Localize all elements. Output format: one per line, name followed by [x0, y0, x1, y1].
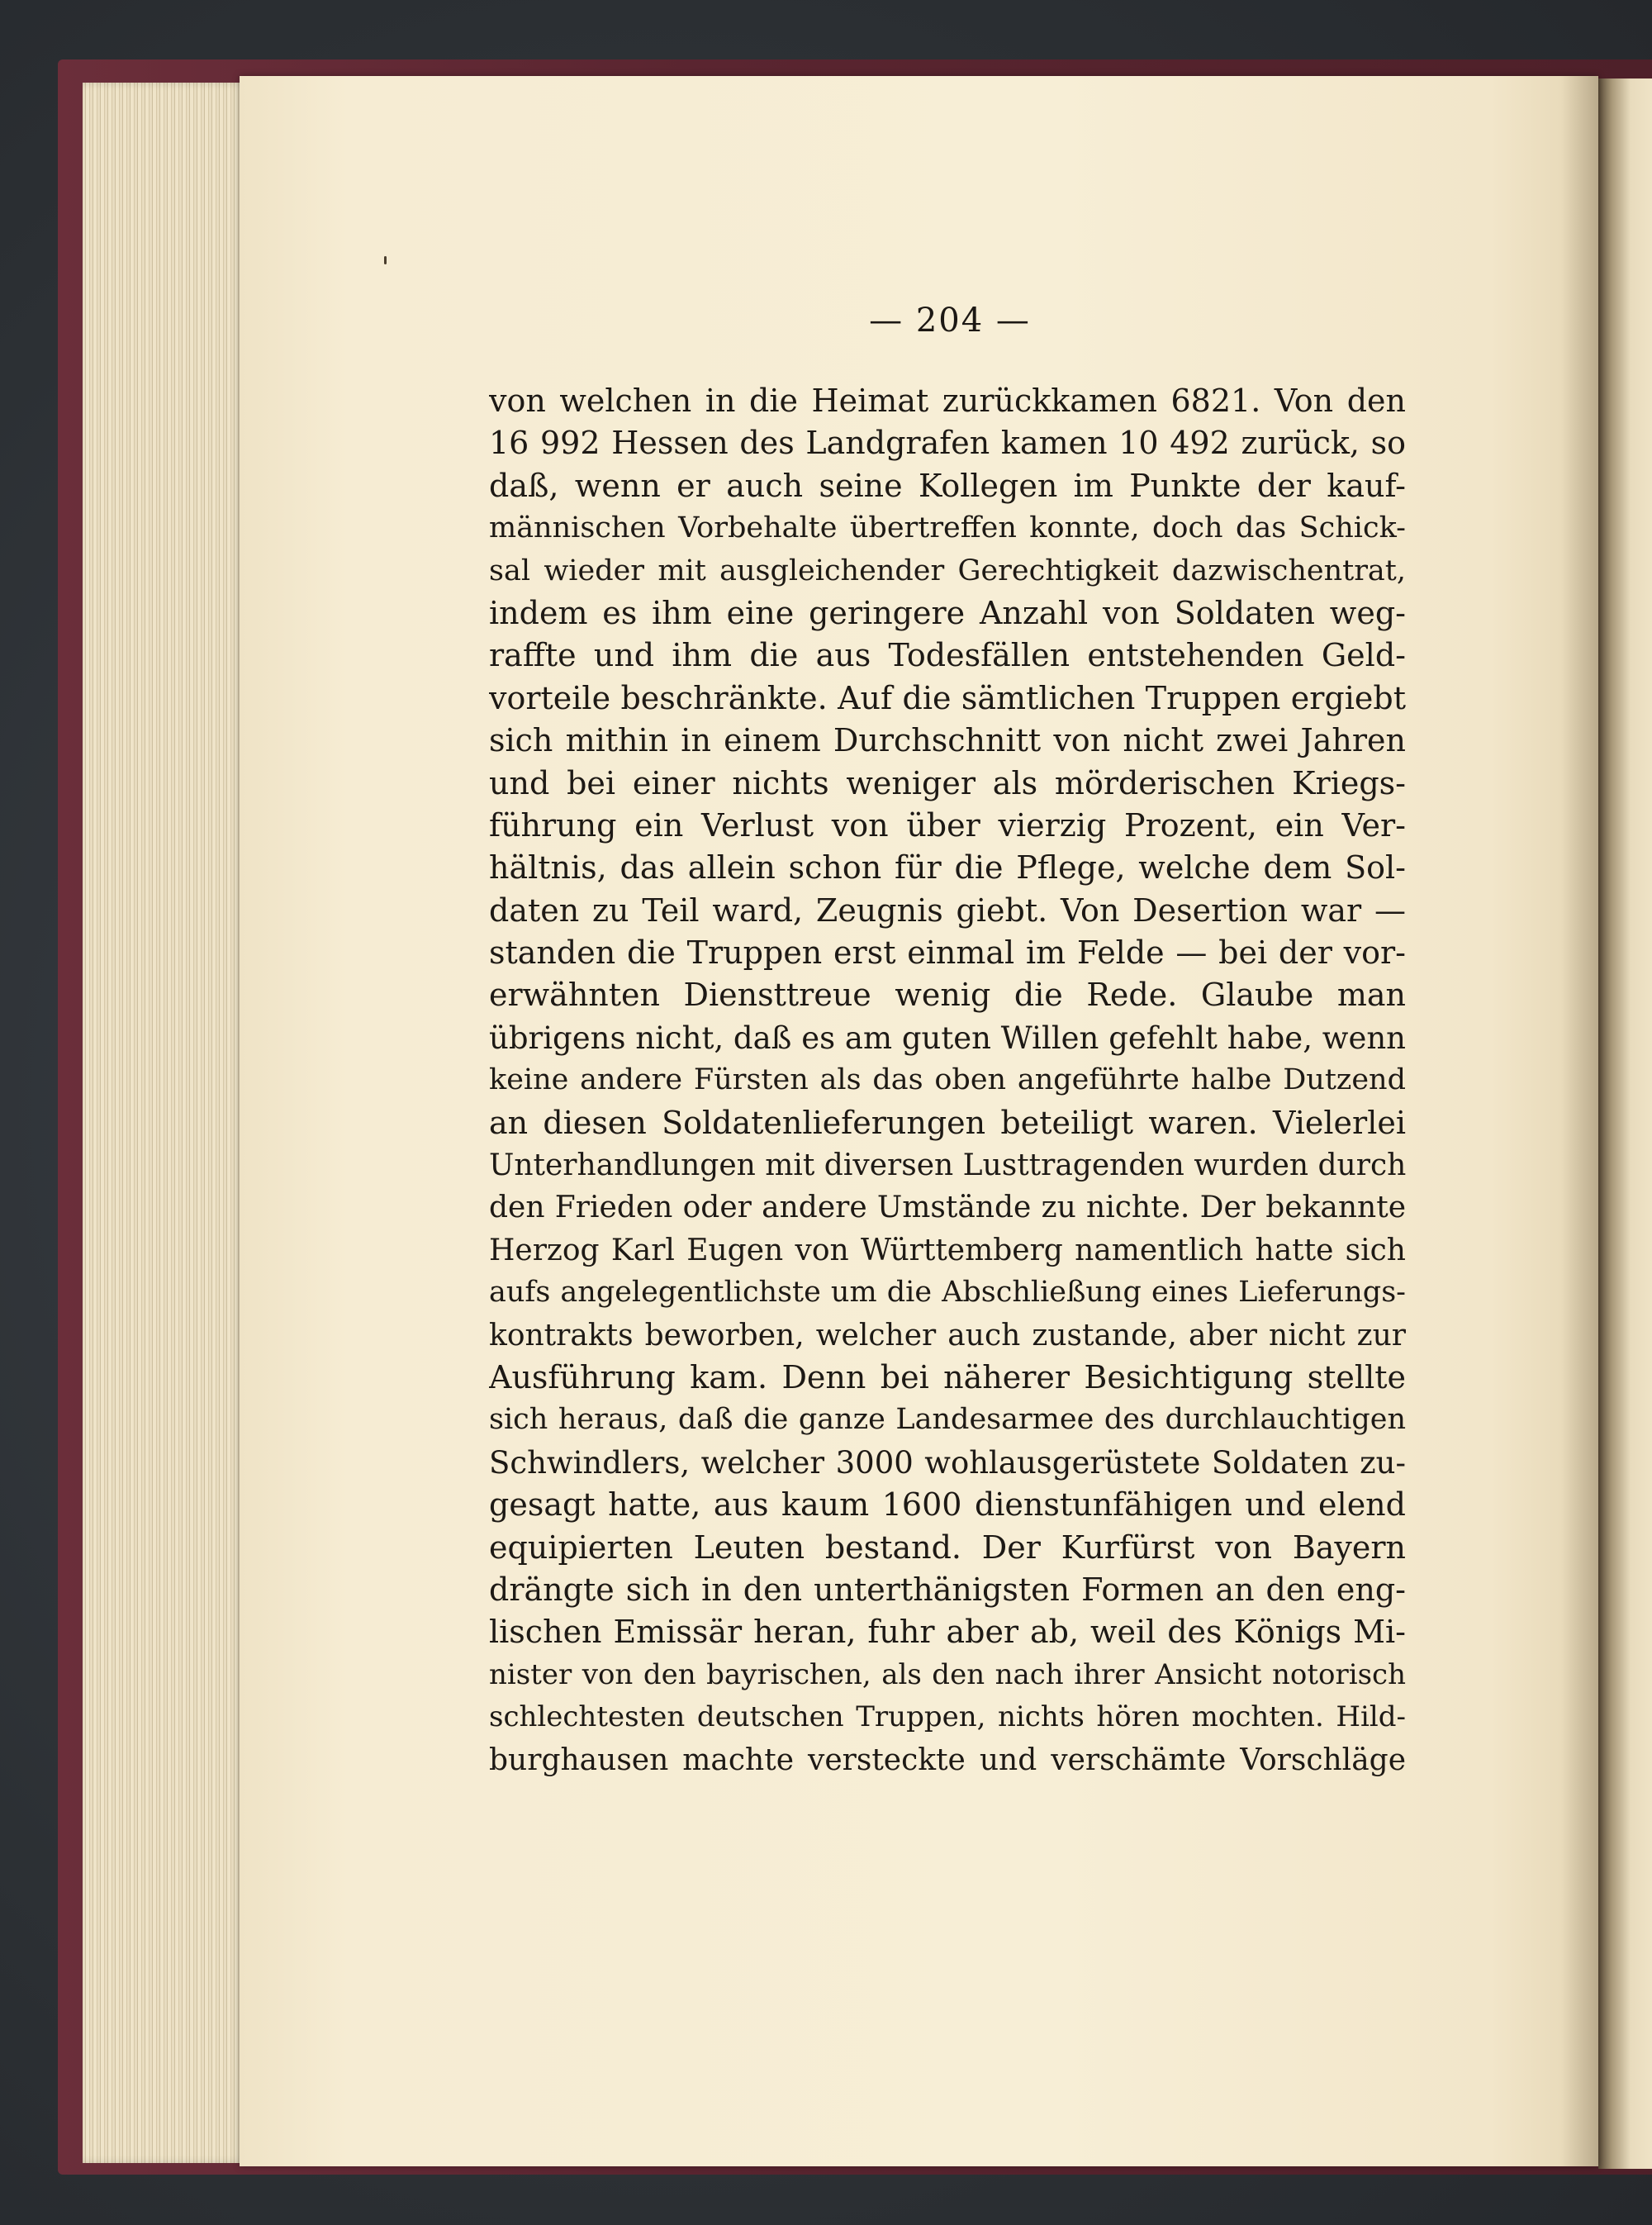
text-line: erwähnten Diensttreue wenig die Rede. Glaube man — [489, 977, 1406, 1014]
text-line: den Frieden oder andere Umstände zu nichte. Der bekannte — [489, 1191, 1406, 1225]
text-line: Schwindlers, welcher 3000 wohlausgerüstete Soldaten zu- — [489, 1444, 1406, 1481]
text-line: führung ein Verlust von über vierzig Prozent, ein Ver- — [489, 806, 1406, 844]
text-line: Ausführung kam. Denn bei näherer Besichtigung stellte — [489, 1358, 1406, 1395]
text-line: Unterhandlungen mit diversen Lusttragenden wurden durch — [489, 1148, 1406, 1183]
text-line: equipierten Leuten bestand. Der Kurfürst von Bayern — [489, 1528, 1406, 1566]
ink-speck — [384, 256, 387, 264]
body-text — [489, 380, 1406, 1781]
text-line: daten zu Teil ward, Zeugnis giebt. Von Desertion war — — [489, 891, 1406, 929]
text-line: keine andere Fürsten als das oben angeführte halbe Dutzend — [489, 1063, 1406, 1097]
text-line: raffte und ihm die aus Todesfällen entstehenden Geld- — [489, 637, 1406, 674]
text-line: und bei einer nichts weniger als mörderischen Kriegs- — [489, 764, 1406, 801]
text-line: vorteile beschränkte. Auf die sämtlichen Truppen ergiebt — [489, 679, 1406, 716]
text-line: gesagt hatte, aus kaum 1600 dienstunfähigen und elend — [489, 1486, 1406, 1524]
text-line: kontrakts beworben, welcher auch zustande, aber nicht zur — [489, 1318, 1406, 1353]
text-line: hältnis, das allein schon für die Pflege, welche dem Sol- — [489, 849, 1406, 887]
page-number: — 204 — — [869, 302, 1031, 340]
facing-page-edge — [1598, 78, 1652, 2169]
text-line: sal wieder mit ausgleichender Gerechtigkeit dazwischentrat, — [489, 554, 1406, 587]
text-line: schlechtesten deutschen Truppen, nichts hören mochten. Hild- — [489, 1700, 1406, 1734]
text-line: indem es ihm eine geringere Anzahl von Soldaten weg- — [489, 594, 1406, 631]
text-line: daß, wenn er auch seine Kollegen im Punkte der kauf- — [489, 467, 1406, 504]
text-line: drängte sich in den unterthänigsten Formen an den eng- — [489, 1571, 1406, 1608]
text-line: übrigens nicht, daß es am guten Willen gefehlt habe, wenn — [489, 1020, 1406, 1056]
text-line: burghausen machte versteckte und verschämte Vorschläge — [489, 1742, 1406, 1777]
text-line: sich mithin in einem Durchschnitt von nicht zwei Jahren — [489, 722, 1406, 759]
text-line: lischen Emissär heran, fuhr aber ab, weil des Königs Mi- — [489, 1614, 1406, 1651]
text-line: aufs angelegentlichste um die Abschließung eines Lieferungs- — [489, 1276, 1406, 1310]
page-edges — [83, 83, 248, 2163]
text-line: Herzog Karl Eugen von Württemberg namentlich hatte sich — [489, 1233, 1406, 1267]
text-line: von welchen in die Heimat zurückkamen 6821. Von den — [489, 383, 1406, 419]
text-line: männischen Vorbehalte übertreffen konnte, doch das Schick- — [489, 511, 1406, 545]
text-line: 16 992 Hessen des Landgrafen kamen 10 492 zurück, so — [489, 425, 1406, 462]
gutter-shadow — [1561, 76, 1598, 2166]
text-line: nister von den bayrischen, als den nach ihrer Ansicht notorisch — [489, 1657, 1406, 1691]
text-line: an diesen Soldatenlieferungen beteiligt waren. Vielerlei — [489, 1104, 1406, 1141]
text-line: standen die Truppen erst einmal im Felde — bei der vor- — [489, 934, 1406, 972]
text-line: sich heraus, daß die ganze Landesarmee des durchlauchtigen — [489, 1403, 1406, 1437]
